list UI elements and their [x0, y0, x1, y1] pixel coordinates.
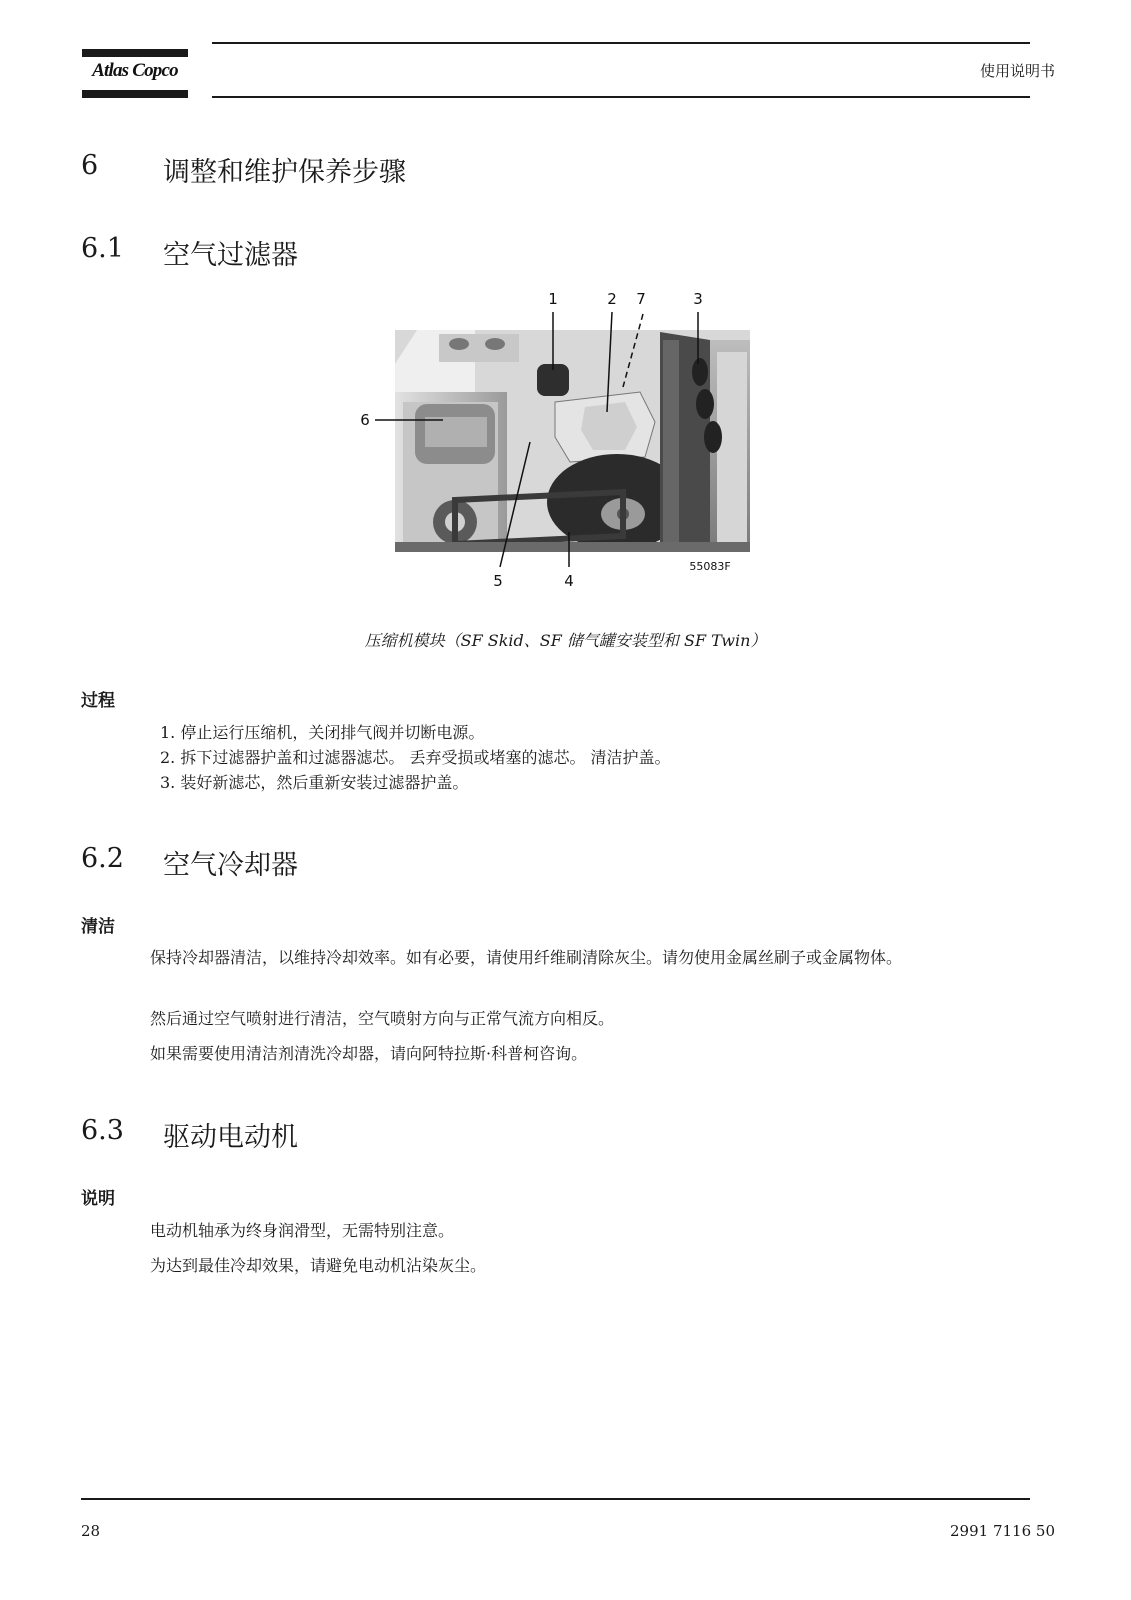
- section-6-3-title: 驱动电动机: [163, 1122, 298, 1153]
- procedure-step-3: 3. 装好新滤芯，然后重新安装过滤器护盖。: [160, 773, 469, 792]
- motor-paragraph-2: 为达到最佳冷却效果，请避免电动机沾染灰尘。: [150, 1256, 487, 1275]
- logo-bar-bottom: [82, 90, 188, 98]
- header-doc-type: 使用说明书: [979, 62, 1055, 80]
- footer-rule: [81, 1498, 1030, 1500]
- callout-4: 4: [564, 572, 574, 590]
- doc-number: 2991 7116 50: [950, 1522, 1055, 1540]
- atlas-copco-logo: [82, 46, 188, 101]
- figure-caption: 压缩机模块（SF Skid、SF 储气罐安装型和 SF Twin）: [364, 631, 767, 650]
- logo-bar-top: [82, 49, 188, 57]
- section-6-3-number: 6.3: [81, 1115, 124, 1146]
- procedure-step-2: 2. 拆下过滤器护盖和过滤器滤芯。 丢弃受损或堵塞的滤芯。 清洁护盖。: [160, 748, 671, 767]
- section-6-2-number: 6.2: [81, 843, 124, 874]
- page-number: 28: [81, 1522, 101, 1540]
- logo-text: Atlas Copco: [92, 60, 178, 81]
- cooler-paragraph-1: 保持冷却器清洁，以维持冷却效率。如有必要，请使用纤维刷清除灰尘。请勿使用金属丝刷子或金属物体。: [150, 948, 903, 967]
- figure-id: 55083F: [689, 560, 731, 573]
- compressor-module-illustration: [355, 292, 775, 602]
- chapter-title: 调整和维护保养步骤: [163, 157, 406, 188]
- section-6-1-number: 6.1: [81, 233, 124, 264]
- description-heading: 说明: [81, 1189, 115, 1209]
- callout-6: 6: [360, 411, 370, 429]
- cooler-paragraph-3: 如果需要使用清洁剂清洗冷却器，请向阿特拉斯·科普柯咨询。: [150, 1044, 588, 1063]
- section-6-2-title: 空气冷却器: [163, 850, 298, 881]
- callout-2: 2: [607, 292, 617, 308]
- cleaning-heading: 清洁: [81, 917, 115, 937]
- header-rule-bottom: [212, 96, 1030, 98]
- callout-7: 7: [636, 292, 646, 308]
- procedure-step-1: 1. 停止运行压缩机，关闭排气阀并切断电源。: [160, 723, 485, 742]
- callout-3: 3: [693, 292, 703, 308]
- compressor-module-figure: [355, 292, 775, 602]
- chapter-number: 6: [81, 150, 99, 181]
- motor-paragraph-1: 电动机轴承为终身润滑型，无需特别注意。: [150, 1221, 455, 1240]
- procedure-heading: 过程: [81, 691, 115, 711]
- callout-1: 1: [548, 292, 558, 308]
- callout-5: 5: [493, 572, 503, 590]
- section-6-1-title: 空气过滤器: [163, 240, 298, 271]
- header-rule-top: [212, 42, 1030, 44]
- cooler-paragraph-2: 然后通过空气喷射进行清洁，空气喷射方向与正常气流方向相反。: [150, 1009, 615, 1028]
